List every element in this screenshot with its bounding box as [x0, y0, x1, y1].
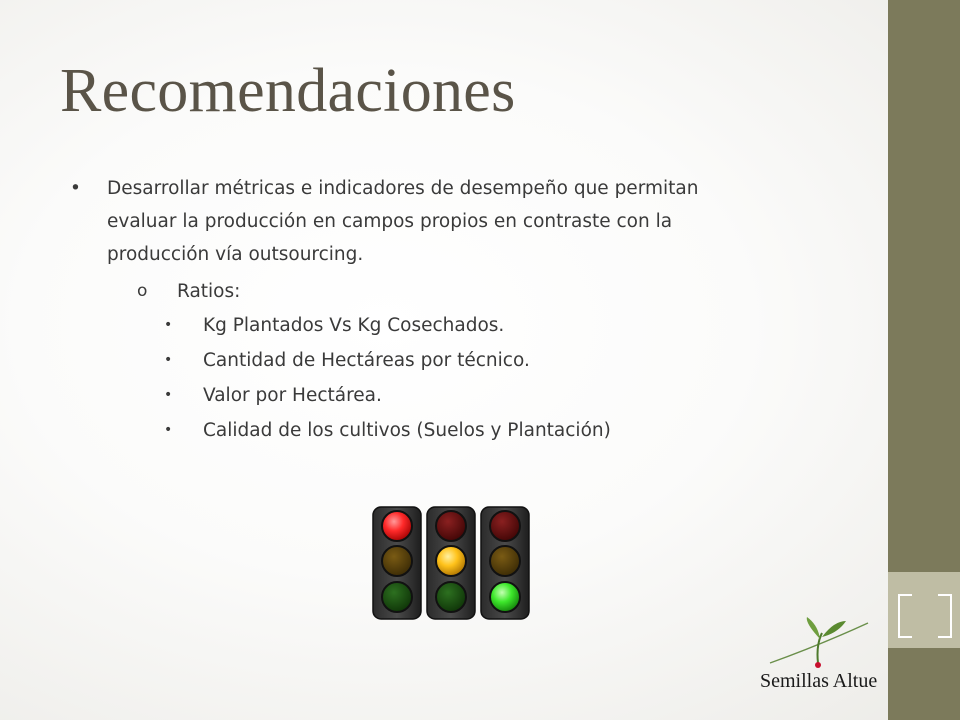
- ratio-item: [70, 378, 870, 413]
- circle-bullet-icon: o: [137, 281, 148, 301]
- sub-heading: Ratios:: [177, 281, 241, 302]
- bullet-line: producción vía outsourcing.: [107, 244, 364, 265]
- bullet-icon: •: [164, 387, 173, 403]
- ratio-text: Kg Plantados Vs Kg Cosechados.: [203, 315, 505, 336]
- ratio-text: Calidad de los cultivos (Suelos y Plantación): [203, 420, 611, 441]
- traffic-light-yellow-icon: [427, 507, 475, 619]
- sub-heading-item: [70, 275, 870, 308]
- bullet-line: evaluar la producción en campos propios en contraste con la: [107, 211, 673, 232]
- bullet-icon: •: [164, 352, 173, 368]
- bracket-left-icon: [898, 594, 912, 638]
- bullet-item: [70, 172, 870, 271]
- bracket-right-icon: [938, 594, 952, 638]
- bullet-icon: •: [164, 317, 173, 333]
- bullet-icon: •: [70, 178, 81, 199]
- slide-title: Recomendaciones: [60, 57, 516, 125]
- company-logo-text: Semillas Altue: [760, 670, 878, 692]
- slide-number-box: [888, 572, 960, 648]
- ratio-text: Valor por Hectárea.: [203, 385, 382, 406]
- ratio-text: Cantidad de Hectáreas por técnico.: [203, 350, 530, 371]
- traffic-light-green-icon: [481, 507, 529, 619]
- traffic-lights-image: [372, 506, 532, 620]
- bullet-line: Desarrollar métricas e indicadores de desempeño que permitan: [107, 178, 699, 199]
- ratio-item: [70, 308, 870, 343]
- traffic-light-red-icon: [373, 507, 421, 619]
- bullet-icon: •: [164, 422, 173, 438]
- slide-content: [70, 172, 870, 448]
- ratio-item: [70, 343, 870, 378]
- ratio-item: [70, 413, 870, 448]
